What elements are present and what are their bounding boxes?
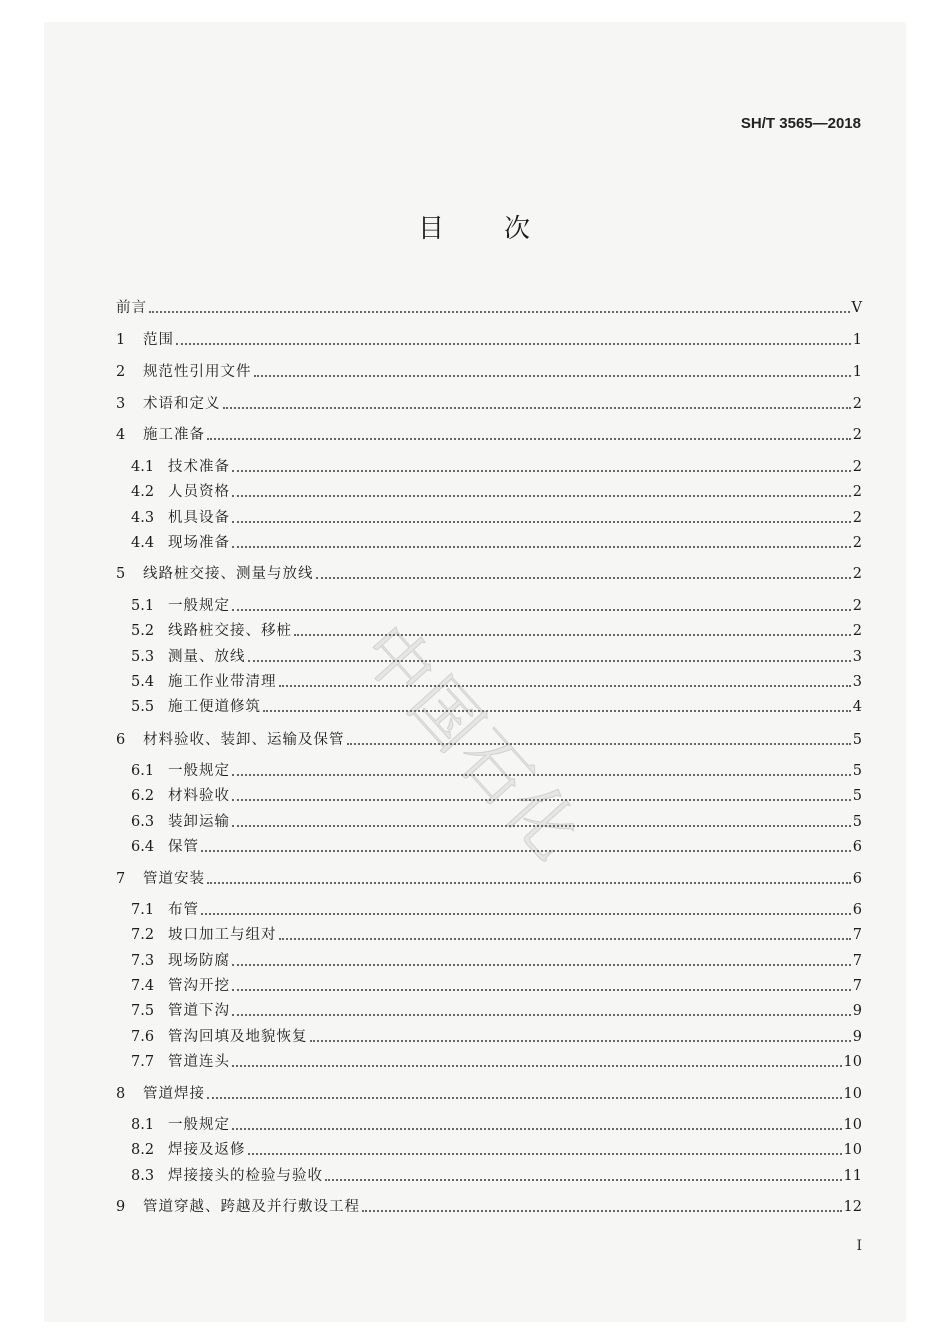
dot-leader bbox=[316, 577, 851, 579]
toc-entry-label: 管道安装 bbox=[143, 871, 205, 887]
toc-entry-page: 10 bbox=[843, 1086, 862, 1102]
toc-entry-number: 7.5 bbox=[131, 1003, 155, 1019]
dot-leader bbox=[232, 1014, 851, 1016]
toc-entry-page: 3 bbox=[852, 649, 862, 665]
toc-entry-number: 3 bbox=[116, 396, 126, 412]
toc-entry[interactable] bbox=[116, 298, 862, 318]
toc-entry-label: 线路桩交接、测量与放线 bbox=[143, 566, 314, 582]
toc-entry-number: 8.3 bbox=[131, 1168, 155, 1184]
toc-entry-page: 4 bbox=[852, 699, 862, 715]
toc-entry[interactable] bbox=[131, 900, 862, 920]
toc-entry-number: 7.4 bbox=[131, 978, 155, 994]
toc-entry-page: 9 bbox=[852, 1003, 862, 1019]
toc-entry-page: 2 bbox=[852, 459, 862, 475]
toc-entry-page: 2 bbox=[852, 484, 862, 500]
toc-entry-label: 技术准备 bbox=[168, 459, 230, 475]
toc-entry-label: 线路桩交接、移桩 bbox=[168, 623, 292, 639]
toc-entry[interactable] bbox=[116, 730, 862, 750]
toc-entry-page: 2 bbox=[852, 427, 862, 443]
toc-entry-label: 焊接接头的检验与验收 bbox=[168, 1168, 323, 1184]
dot-leader bbox=[223, 407, 851, 409]
toc-entry-label: 管道焊接 bbox=[143, 1086, 205, 1102]
toc-entry-label: 布管 bbox=[168, 902, 199, 918]
dot-leader bbox=[279, 685, 851, 687]
toc-entry-number: 7.2 bbox=[131, 927, 155, 943]
toc-entry-label: 机具设备 bbox=[168, 510, 230, 526]
toc-entry-label: 施工便道修筑 bbox=[168, 699, 261, 715]
toc-entry[interactable] bbox=[131, 457, 862, 477]
toc-entry[interactable] bbox=[131, 761, 862, 781]
toc-entry-label: 一般规定 bbox=[168, 763, 230, 779]
toc-entry-label: 术语和定义 bbox=[143, 396, 221, 412]
toc-entry-number: 9 bbox=[116, 1199, 126, 1215]
toc-entry-label: 材料验收 bbox=[168, 788, 230, 804]
toc-entry-page: 2 bbox=[852, 598, 862, 614]
dot-leader bbox=[248, 660, 851, 662]
toc-entry-label: 焊接及返修 bbox=[168, 1142, 246, 1158]
toc-entry[interactable] bbox=[116, 394, 862, 414]
toc-entry[interactable] bbox=[131, 786, 862, 806]
toc-entry[interactable] bbox=[131, 672, 862, 692]
toc-entry[interactable] bbox=[131, 1115, 862, 1135]
title-char: 次 bbox=[504, 214, 533, 244]
toc-entry[interactable] bbox=[116, 362, 862, 382]
toc-entry-page: 11 bbox=[843, 1168, 862, 1184]
toc-entry-page: 5 bbox=[852, 814, 862, 830]
toc-entry[interactable] bbox=[116, 564, 862, 584]
dot-leader bbox=[325, 1179, 842, 1181]
toc-entry-number: 8.2 bbox=[131, 1142, 155, 1158]
toc-entry-number: 4.4 bbox=[131, 535, 155, 551]
toc-entry[interactable] bbox=[131, 976, 862, 996]
dot-leader bbox=[207, 882, 851, 884]
dot-leader bbox=[232, 774, 851, 776]
toc-entry-page: 2 bbox=[852, 623, 862, 639]
toc-entry-page: 9 bbox=[852, 1029, 862, 1045]
dot-leader bbox=[232, 964, 851, 966]
dot-leader bbox=[310, 1040, 851, 1042]
toc-entry-number: 4.3 bbox=[131, 510, 155, 526]
toc-entry-number: 8.1 bbox=[131, 1117, 155, 1133]
toc-entry[interactable] bbox=[131, 1140, 862, 1160]
toc-entry-number: 6.4 bbox=[131, 839, 155, 855]
dot-leader bbox=[201, 913, 851, 915]
dot-leader bbox=[232, 495, 851, 497]
toc-entry[interactable] bbox=[131, 1001, 862, 1021]
toc-entry-label: 一般规定 bbox=[168, 1117, 230, 1133]
toc-entry-page: 7 bbox=[852, 978, 862, 994]
toc-entry-label: 前言 bbox=[116, 300, 147, 316]
toc-entry[interactable] bbox=[131, 533, 862, 553]
toc-entry[interactable] bbox=[116, 869, 862, 889]
toc-entry[interactable] bbox=[131, 621, 862, 641]
dot-leader bbox=[207, 438, 851, 440]
toc-entry-number: 6.1 bbox=[131, 763, 155, 779]
toc-entry-number: 7.3 bbox=[131, 953, 155, 969]
toc-entry-label: 施工作业带清理 bbox=[168, 674, 277, 690]
page-number: I bbox=[856, 1238, 862, 1254]
toc-entry-number: 4.2 bbox=[131, 484, 155, 500]
toc-entry-number: 8 bbox=[116, 1086, 126, 1102]
dot-leader bbox=[232, 989, 851, 991]
dot-leader bbox=[248, 1153, 842, 1155]
dot-leader bbox=[294, 634, 851, 636]
toc-entry-number: 6.3 bbox=[131, 814, 155, 830]
dot-leader bbox=[232, 1065, 842, 1067]
standard-code: SH/T 3565—2018 bbox=[740, 115, 861, 132]
toc-entry[interactable] bbox=[131, 951, 862, 971]
toc-entry[interactable] bbox=[131, 647, 862, 667]
toc-entry-page: 3 bbox=[852, 674, 862, 690]
toc-entry-page: 5 bbox=[852, 732, 862, 748]
toc-entry[interactable] bbox=[116, 1084, 862, 1104]
watermark-text: 中国石化 bbox=[345, 610, 597, 877]
toc-entry-label: 一般规定 bbox=[168, 598, 230, 614]
toc-entry-number: 7.7 bbox=[131, 1054, 155, 1070]
toc-entry-label: 人员资格 bbox=[168, 484, 230, 500]
dot-leader bbox=[362, 1210, 842, 1212]
toc-entry[interactable] bbox=[131, 1052, 862, 1072]
toc-entry-number: 5.5 bbox=[131, 699, 155, 715]
toc-entry-page: 10 bbox=[843, 1117, 862, 1133]
toc-entry-number: 5 bbox=[116, 566, 126, 582]
toc-entry-page: 1 bbox=[852, 364, 862, 380]
toc-entry-page: 2 bbox=[852, 510, 862, 526]
dot-leader bbox=[232, 609, 851, 611]
dot-leader bbox=[232, 546, 851, 548]
toc-entry-number: 7.1 bbox=[131, 902, 155, 918]
toc-entry-number: 7 bbox=[116, 871, 126, 887]
dot-leader bbox=[347, 743, 851, 745]
toc-entry-number: 5.4 bbox=[131, 674, 155, 690]
toc-entry-page: 6 bbox=[852, 839, 862, 855]
dot-leader bbox=[279, 938, 851, 940]
toc-entry-page: 6 bbox=[852, 871, 862, 887]
toc-entry-number: 4.1 bbox=[131, 459, 155, 475]
toc-entry[interactable] bbox=[131, 1027, 862, 1047]
toc-entry-label: 材料验收、装卸、运输及保管 bbox=[143, 732, 345, 748]
dot-leader bbox=[232, 799, 851, 801]
toc-entry-number: 6.2 bbox=[131, 788, 155, 804]
toc-entry-label: 管道连头 bbox=[168, 1054, 230, 1070]
toc-entry-number: 7.6 bbox=[131, 1029, 155, 1045]
dot-leader bbox=[176, 343, 851, 345]
toc-entry-page: 7 bbox=[852, 927, 862, 943]
dot-leader bbox=[232, 521, 851, 523]
toc-entry[interactable] bbox=[116, 425, 862, 445]
toc-entry-label: 保管 bbox=[168, 839, 199, 855]
toc-entry-page: 10 bbox=[843, 1142, 862, 1158]
toc-entry-label: 规范性引用文件 bbox=[143, 364, 252, 380]
toc-entry-label: 施工准备 bbox=[143, 427, 205, 443]
toc-entry[interactable] bbox=[131, 837, 862, 857]
dot-leader bbox=[254, 375, 851, 377]
toc-entry-label: 管沟回填及地貌恢复 bbox=[168, 1029, 308, 1045]
toc-entry-page: 6 bbox=[852, 902, 862, 918]
toc-entry-page: 2 bbox=[852, 566, 862, 582]
dot-leader bbox=[263, 710, 851, 712]
toc-entry-label: 现场防腐 bbox=[168, 953, 230, 969]
toc-entry-page: V bbox=[851, 300, 862, 316]
dot-leader bbox=[232, 470, 851, 472]
toc-entry[interactable] bbox=[131, 508, 862, 528]
toc-entry[interactable] bbox=[131, 697, 862, 717]
toc-entry-label: 坡口加工与组对 bbox=[168, 927, 277, 943]
dot-leader bbox=[232, 825, 851, 827]
toc-entry-page: 10 bbox=[843, 1054, 862, 1070]
toc-entry-page: 12 bbox=[843, 1199, 862, 1215]
toc-entry-label: 管沟开挖 bbox=[168, 978, 230, 994]
toc-entry-number: 4 bbox=[116, 427, 126, 443]
title-char: 目 bbox=[417, 214, 446, 244]
toc-entry[interactable] bbox=[131, 1166, 862, 1186]
toc-entry-page: 2 bbox=[852, 535, 862, 551]
toc-entry-number: 6 bbox=[116, 732, 126, 748]
toc-entry-page: 1 bbox=[852, 332, 862, 348]
toc-entry-page: 2 bbox=[852, 396, 862, 412]
toc-entry-number: 5.2 bbox=[131, 623, 155, 639]
dot-leader bbox=[201, 850, 851, 852]
dot-leader bbox=[232, 1128, 842, 1130]
dot-leader bbox=[149, 311, 850, 313]
toc-entry-number: 5.3 bbox=[131, 649, 155, 665]
toc-entry-label: 范围 bbox=[143, 332, 174, 348]
toc-entry-label: 现场准备 bbox=[168, 535, 230, 551]
toc-entry-page: 7 bbox=[852, 953, 862, 969]
toc-entry-label: 测量、放线 bbox=[168, 649, 246, 665]
toc-entry-page: 5 bbox=[852, 788, 862, 804]
toc-entry-label: 管道穿越、跨越及并行敷设工程 bbox=[143, 1199, 360, 1215]
toc-entry[interactable] bbox=[131, 596, 862, 616]
toc-entry-number: 1 bbox=[116, 332, 126, 348]
toc-entry[interactable] bbox=[116, 330, 862, 350]
dot-leader bbox=[207, 1097, 842, 1099]
toc-entry[interactable] bbox=[131, 925, 862, 945]
toc-entry-number: 5.1 bbox=[131, 598, 155, 614]
toc-entry-number: 2 bbox=[116, 364, 126, 380]
toc-entry[interactable] bbox=[131, 482, 862, 502]
toc-entry-page: 5 bbox=[852, 763, 862, 779]
toc-entry-label: 管道下沟 bbox=[168, 1003, 230, 1019]
toc-entry-label: 装卸运输 bbox=[168, 814, 230, 830]
toc-entry[interactable] bbox=[116, 1197, 862, 1217]
toc-entry[interactable] bbox=[131, 812, 862, 832]
